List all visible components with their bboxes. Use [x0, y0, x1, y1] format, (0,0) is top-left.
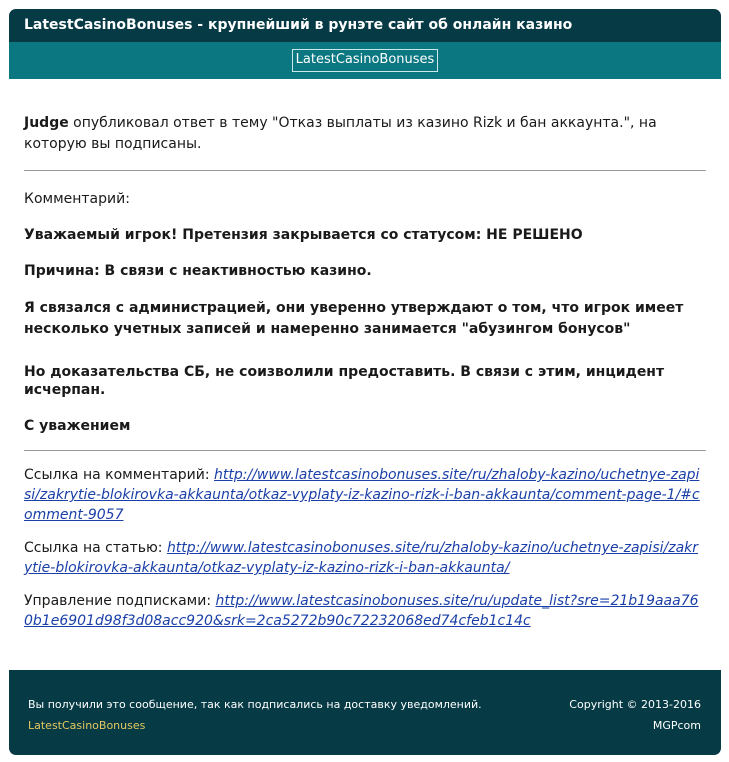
site-logo[interactable]: LatestCasinoBonuses	[292, 49, 439, 72]
footer-right	[569, 697, 701, 734]
comment-link[interactable]: http://www.latestcasinobonuses.site/ru/zhaloby-kazino/uchetnye-zapisi/zakrytie-blokirovka-akkaunta/otkaz-vyplaty-iz-kazino-rizk-i-ban-akkaunta/comment-page-1/#comment-9057	[24, 467, 700, 523]
comment-paragraph: Я связался с администрацией, они уверенно утверждают о том, что игрок имеет несколько учетных записей и намеренно занимается "абузингом бонусов"	[24, 300, 684, 337]
comment-paragraph: Причина: В связи с неактивностью казино.	[24, 263, 372, 279]
footer-company: MGPcom	[652, 719, 701, 732]
divider	[24, 450, 706, 451]
footer-notice: Вы получили это сообщение, так как подписались на доставку уведомлений.	[28, 698, 482, 711]
manage-subscriptions-link[interactable]: http://www.latestcasinobonuses.site/ru/update_list?sre=21b19aaa760b1e6901d98f3d08acc920&srk=2ca5272b90c72232068ed74cfeb1c14c	[24, 593, 699, 629]
notice-text	[24, 113, 706, 155]
comment-paragraph: Уважаемый игрок! Претензия закрывается со статусом: НЕ РЕШЕНО	[24, 227, 583, 243]
manage-link-line	[24, 591, 706, 631]
article-link[interactable]: http://www.latestcasinobonuses.site/ru/zhaloby-kazino/uchetnye-zapisi/zakrytie-blokirovka-akkaunta/otkaz-vyplaty-iz-kazino-rizk-i-ban-akkaunta/	[24, 540, 699, 576]
comment-signoff: С уважением	[24, 418, 131, 434]
comment-label: Комментарий:	[24, 191, 130, 207]
footer-copyright: Copyright © 2013-2016	[569, 698, 701, 711]
footer-site-link[interactable]: LatestCasinoBonuses	[28, 719, 146, 732]
author-name: Judge	[24, 115, 69, 131]
divider	[24, 170, 706, 171]
article-link-line	[24, 538, 706, 578]
email-footer	[9, 670, 721, 755]
notice-message: опубликовал ответ в тему "Отказ выплаты из казино Rizk и бан аккаунта.", на которую вы подписаны.	[24, 115, 657, 152]
manage-link-label: Управление подписками:	[24, 593, 216, 609]
comment-link-line	[24, 465, 706, 525]
article-link-label: Ссылка на статью:	[24, 540, 167, 556]
email-container	[9, 9, 721, 755]
email-body	[24, 113, 706, 631]
comment-paragraph: Но доказательства СБ, не соизволили предоставить. В связи с этим, инцидент исчерпан.	[24, 364, 665, 398]
comment-link-label: Ссылка на комментарий:	[24, 467, 215, 483]
email-header	[9, 9, 721, 42]
logo-band	[9, 42, 721, 79]
footer-left	[28, 697, 482, 734]
header-title: LatestCasinoBonuses - крупнейший в рунэте сайт об онлайн казино	[24, 17, 573, 33]
